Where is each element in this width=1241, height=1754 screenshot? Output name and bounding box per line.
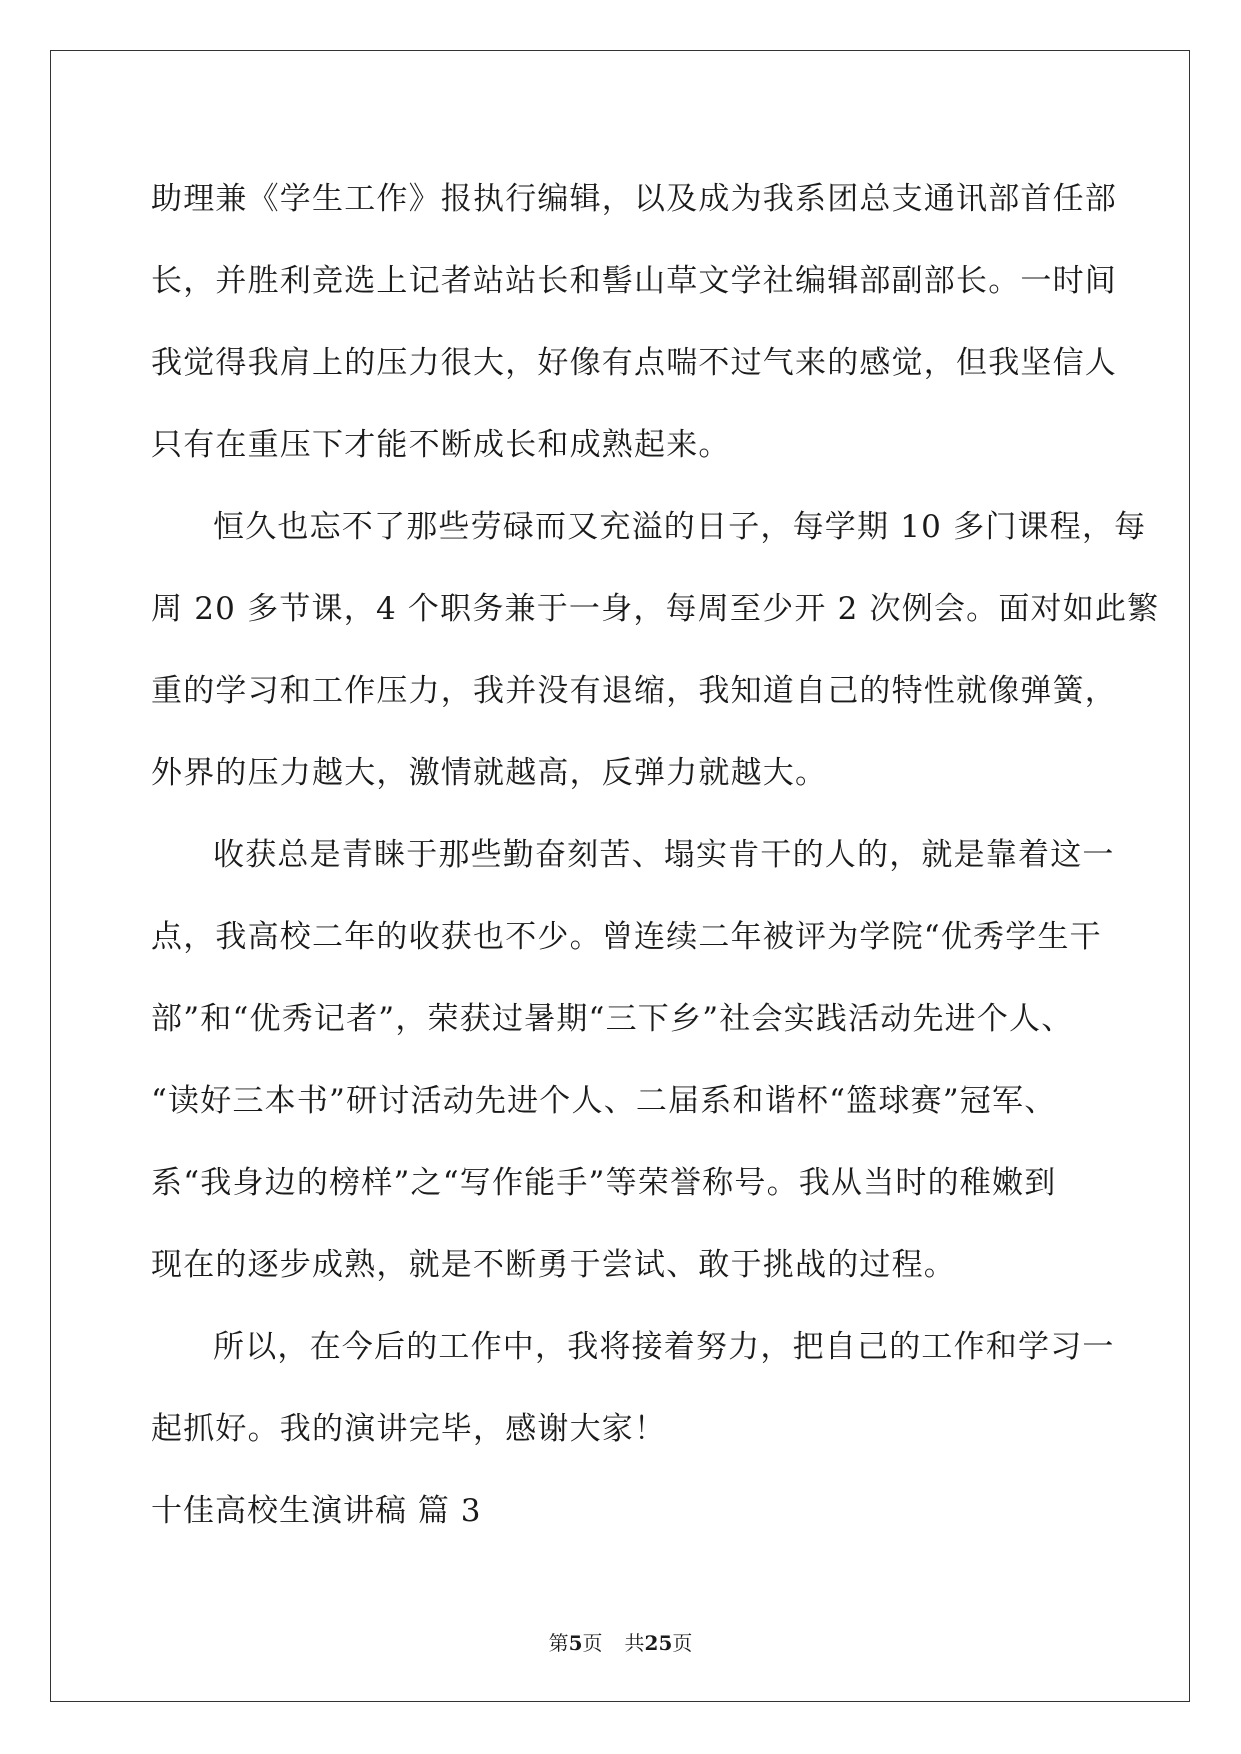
text-line: 所以，在今后的工作中，我将接着努力，把自己的工作和学习一 [213,1329,1115,1365]
section-heading: 十佳高校生演讲稿 篇 3 [151,1493,482,1529]
text-line: 收获总是青睐于那些勤奋刻苦、塌实肯干的人的，就是靠着这一 [213,837,1115,873]
paragraph-4 [151,1306,1115,1470]
text-line: 现在的逐步成熟，就是不断勇于尝试、敢于挑战的过程。 [151,1247,956,1283]
text-line: 外界的压力越大，激情就越高，反弹力就越大。 [151,755,828,791]
text-line: 周 20 多节课，4 个职务兼于一身，每周至少开 2 次例会。面对如此繁 [151,591,1160,627]
text-line: 起抓好。我的演讲完毕，感谢大家！ [151,1411,667,1447]
total-pages-number: 25 [644,1631,673,1655]
paragraph-1 [151,158,1117,486]
text-line: “读好三本书”研讨活动先进个人、二届系和谐杯“篮球赛”冠军、 [151,1083,1057,1119]
text-line: 点，我高校二年的收获也不少。曾连续二年被评为学院“优秀学生干 [151,919,1102,955]
paragraph-2 [151,486,1160,814]
total-prefix: 共 [624,1631,645,1655]
paragraph-3 [151,814,1115,1306]
text-line: 我觉得我肩上的压力很大，好像有点喘不过气来的感觉，但我坚信人 [151,345,1117,381]
text-line: 只有在重压下才能不断成长和成熟起来。 [151,427,731,463]
page-suffix: 页 [582,1631,603,1655]
text-line: 恒久也忘不了那些劳碌而又充溢的日子，每学期 10 多门课程，每 [213,509,1147,545]
text-line: 重的学习和工作压力，我并没有退缩，我知道自己的特性就像弹簧， [151,673,1117,709]
page-prefix: 第 [548,1631,569,1655]
text-line: 系“我身边的榜样”之“写作能手”等荣誉称号。我从当时的稚嫩到 [151,1165,1057,1201]
document-body [151,158,1160,1552]
total-suffix: 页 [672,1631,693,1655]
current-page-number: 5 [568,1631,583,1655]
text-line: 助理兼《学生工作》报执行编辑，以及成为我系团总支通讯部首任部 [151,181,1117,217]
page-footer [0,1627,1241,1656]
text-line: 部”和“优秀记者”，荣获过暑期“三下乡”社会实践活动先进个人、 [151,1001,1074,1037]
text-line: 长，并胜利竞选上记者站站长和髻山草文学社编辑部副部长。一时间 [151,263,1117,299]
